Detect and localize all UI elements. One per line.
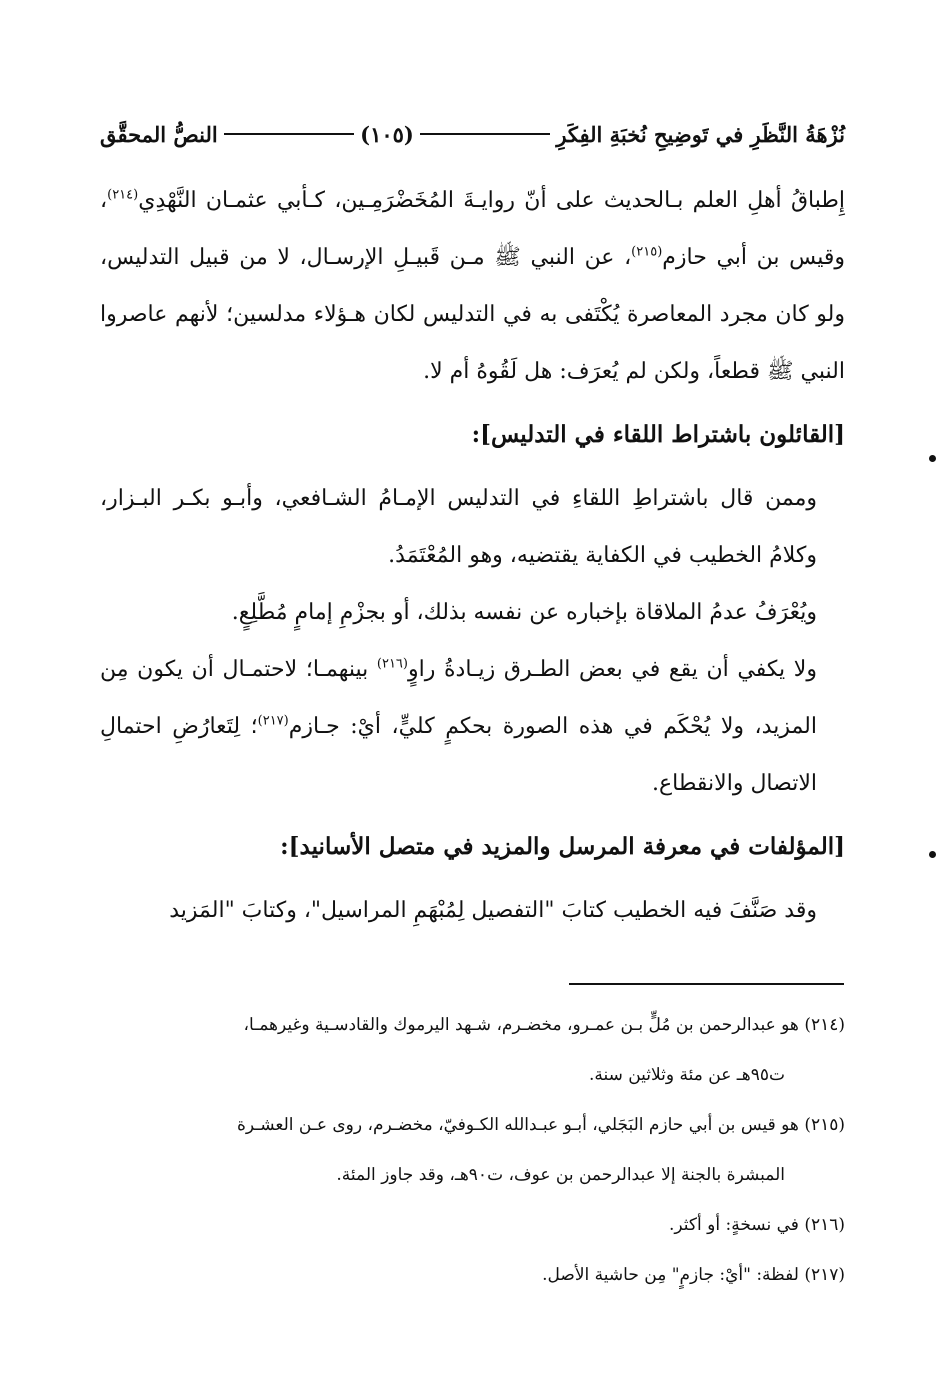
running-header bbox=[100, 112, 845, 156]
footnote-215 bbox=[100, 1100, 845, 1150]
main-text bbox=[100, 172, 845, 939]
section-heading-muallafat: [المؤلفات في معرفة المرسل والمزيد في متصل الأسانيد]: bbox=[280, 833, 845, 860]
paragraph-mulaqat: ويُعْرَفُ عدمُ الملاقاة بإخباره عن نفسه بذلك، أو بجزْمِ إمامٍ مُطَّلِعٍ. bbox=[231, 600, 817, 625]
footnotes bbox=[100, 1000, 845, 1300]
footnote-number: (٢١٤) bbox=[804, 1015, 845, 1035]
header-rule-right bbox=[224, 133, 354, 135]
footnote-ref-217[interactable]: (٢١٧) bbox=[257, 713, 289, 729]
footnote-216 bbox=[100, 1200, 845, 1250]
footnote-text: هو عبدالرحمن بن مُلٍّ بـن عمـرو، مخضـرم، شـهد اليرموك والقادسـية وغيرهمـا، bbox=[243, 1015, 799, 1035]
footnote-215-continued: المبشرة بالجنة إلا عبدالرحمن بن عوف، ت٩٠هـ، وقد جاوز المئة. bbox=[336, 1165, 785, 1185]
footnote-214 bbox=[100, 1000, 845, 1050]
footnote-ref-215[interactable]: (٢١٥) bbox=[631, 244, 663, 260]
paragraph-text: ، وقيس بن أبي حازم bbox=[100, 188, 845, 270]
header-book-title: نُزْهَةُ النَّظَرِ في تَوضِيحِ نُخبَةِ الفِكَرِ bbox=[556, 121, 846, 147]
paragraph-khatib: وقد صَنَّفَ فيه الخطيب كتابَ "التفصيل لِمُبْهَمِ المراسيل"، وكتابَ "المَزيد bbox=[169, 898, 817, 923]
page-number: (١٠٥) bbox=[360, 121, 414, 147]
paragraph-shafii: وممن قال باشتراطِ اللقاءِ في التدليس الإمـامُ الشـافعي، وأبـو بكـر البـزار، وكلامُ الخطيب في الكفاية يقتضيه، وهو المُعْتَمَدُ. bbox=[100, 486, 817, 568]
footnote-ref-214[interactable]: (٢١٤) bbox=[107, 187, 139, 203]
paragraph-text: بينهمـا؛ لاحتمـال أن يكون مِن المزيد، ولا يُحْكَم في هذه الصورة بحكمٍ كليٍّ، أيْ: جـازم bbox=[100, 657, 817, 739]
header-section-title: النصُّ المحقَّق bbox=[100, 121, 218, 147]
paragraph-ziyada bbox=[100, 641, 845, 812]
paragraph-text: ولا يكفي أن يقع في بعض الطـرق زيـادةُ راوٍ bbox=[408, 657, 817, 682]
paragraph-text: إِطباقُ أهلِ العلم بـالحديث على أنّ روايـةَ المُخَضْرَمِـين، كـأبي عثمـان النَّهْدِي bbox=[138, 188, 845, 213]
footnote-text: لفظة: "أيْ: جازمٍ" مِن حاشية الأصل. bbox=[542, 1265, 799, 1285]
margin-marker bbox=[929, 455, 936, 462]
header-rule-left bbox=[420, 133, 550, 135]
footnote-ref-216[interactable]: (٢١٦) bbox=[376, 656, 408, 672]
paragraph-mukhadramun bbox=[100, 172, 845, 400]
margin-marker bbox=[929, 851, 936, 858]
footnote-214-continued: ت٩٥هـ عن مئة وثلاثين سنة. bbox=[588, 1065, 785, 1085]
footnote-number: (٢١٦) bbox=[804, 1215, 845, 1235]
footnote-text: في نسخةٍ: أو أكثر. bbox=[669, 1215, 799, 1235]
paragraph-text: ؛ لِتَعارُضِ احتمالِ الاتصال والانقطاع. bbox=[100, 714, 817, 796]
footnote-number: (٢١٥) bbox=[804, 1115, 845, 1135]
footnote-separator bbox=[569, 983, 844, 985]
paragraph-text: ، عن النبي ﷺ مـن قَبيـلِ الإرسـال، لا من قبيل التدليس، ولو كان مجرد المعاصرة يُكْتَفى به في التدليس لكان هـؤلاء مدلسين؛ لأنهم عاصروا النبي ﷺ قطعاً، ولكن لم يُعرَف: هل لَقُوهُ أم لا. bbox=[100, 245, 845, 384]
footnote-text: هو قيس بن أبي حازم البَجَلي، أبـو عبـدالله الكـوفيّ، مخضـرم، روى عـن العشـرة bbox=[236, 1115, 799, 1135]
footnote-number: (٢١٧) bbox=[804, 1265, 845, 1285]
footnote-217 bbox=[100, 1250, 845, 1300]
section-heading-liqaa: [القائلون باشتراط اللقاء في التدليس]: bbox=[471, 421, 845, 448]
